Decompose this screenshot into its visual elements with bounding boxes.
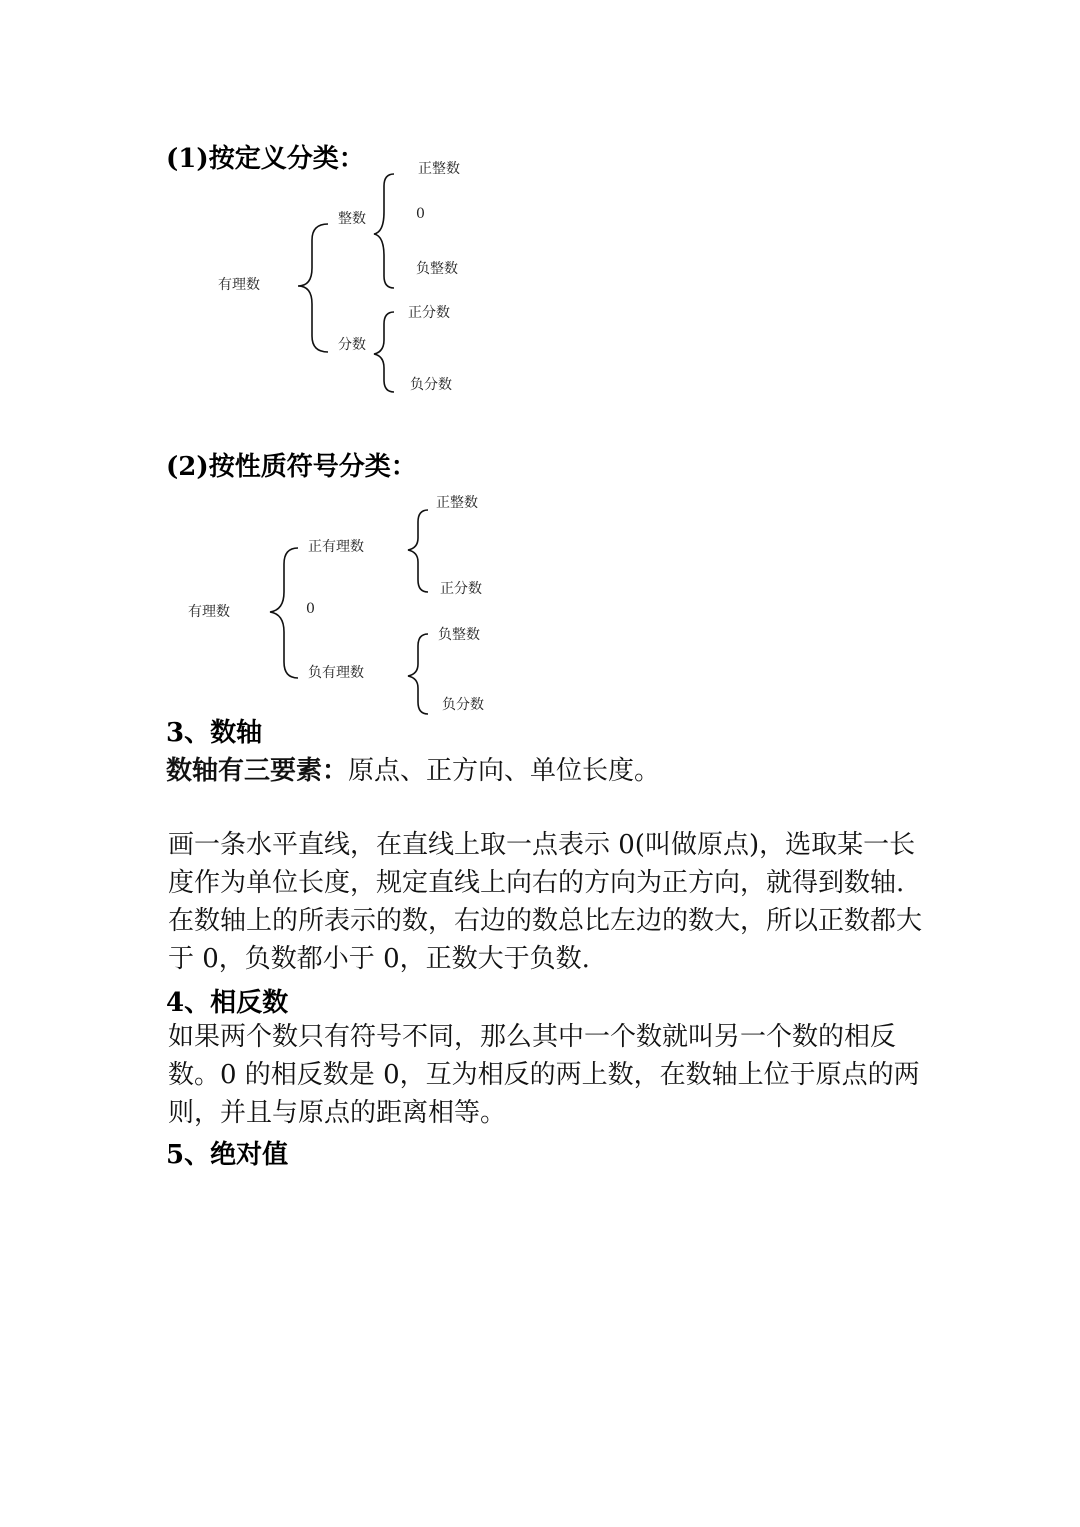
brace-rational-by-definition — [298, 224, 328, 352]
section2-heading: (2)按性质符号分类： — [166, 452, 417, 482]
elements-text: 原点、正方向、单位长度。 — [348, 756, 661, 786]
number-line-paragraph — [168, 826, 928, 978]
positive-integer-label: 正整数 — [418, 161, 460, 177]
fraction-label: 分数 — [338, 337, 366, 353]
number-line-text: 画一条水平直线，在直线上取一点表示 0(叫做原点)，选取某一长度作为单位长度，规定直线上向右的方向为正方向，就得到数轴.在数轴上的所表示的数，右边的数总比左边的数大，所以正数都大于 0，负数都小于 0，正数大于负数. — [168, 830, 923, 974]
zero-label-2: 0 — [306, 601, 315, 617]
zero-label: 0 — [416, 206, 425, 222]
positive-integer-label-2: 正整数 — [436, 495, 478, 511]
positive-fraction-label-2: 正分数 — [440, 581, 482, 597]
brace-integer — [374, 174, 394, 288]
negative-integer-label-2: 负整数 — [438, 627, 480, 643]
section5-heading: 5、绝对值 — [166, 1140, 289, 1170]
positive-fraction-label: 正分数 — [408, 305, 450, 321]
brace-negative-rational — [408, 634, 428, 714]
brace-fraction — [374, 312, 394, 392]
positive-rational-label: 正有理数 — [308, 539, 364, 555]
brace-rational-by-sign — [270, 548, 298, 678]
opposite-number-text: 如果两个数只有符号不同，那么其中一个数就叫另一个数的相反数。0 的相反数是 0，互为相反的两上数，在数轴上位于原点的两则，并且与原点的距离相等。 — [168, 1022, 920, 1128]
section4-heading: 4、相反数 — [166, 988, 289, 1018]
section2-root-label: 有理数 — [188, 604, 230, 620]
section1-heading: (1)按定义分类： — [166, 144, 365, 174]
section1-root-label: 有理数 — [218, 277, 260, 293]
negative-fraction-label-2: 负分数 — [442, 697, 484, 713]
elements-label: 数轴有三要素： — [166, 756, 349, 786]
brace-positive-rational — [408, 510, 428, 592]
number-line-elements — [166, 750, 660, 787]
integer-label: 整数 — [338, 211, 366, 227]
negative-rational-label: 负有理数 — [308, 665, 364, 681]
negative-integer-label: 负整数 — [416, 261, 458, 277]
negative-fraction-label: 负分数 — [410, 377, 452, 393]
opposite-number-paragraph — [168, 1018, 928, 1132]
section3-heading: 3、数轴 — [166, 718, 263, 748]
